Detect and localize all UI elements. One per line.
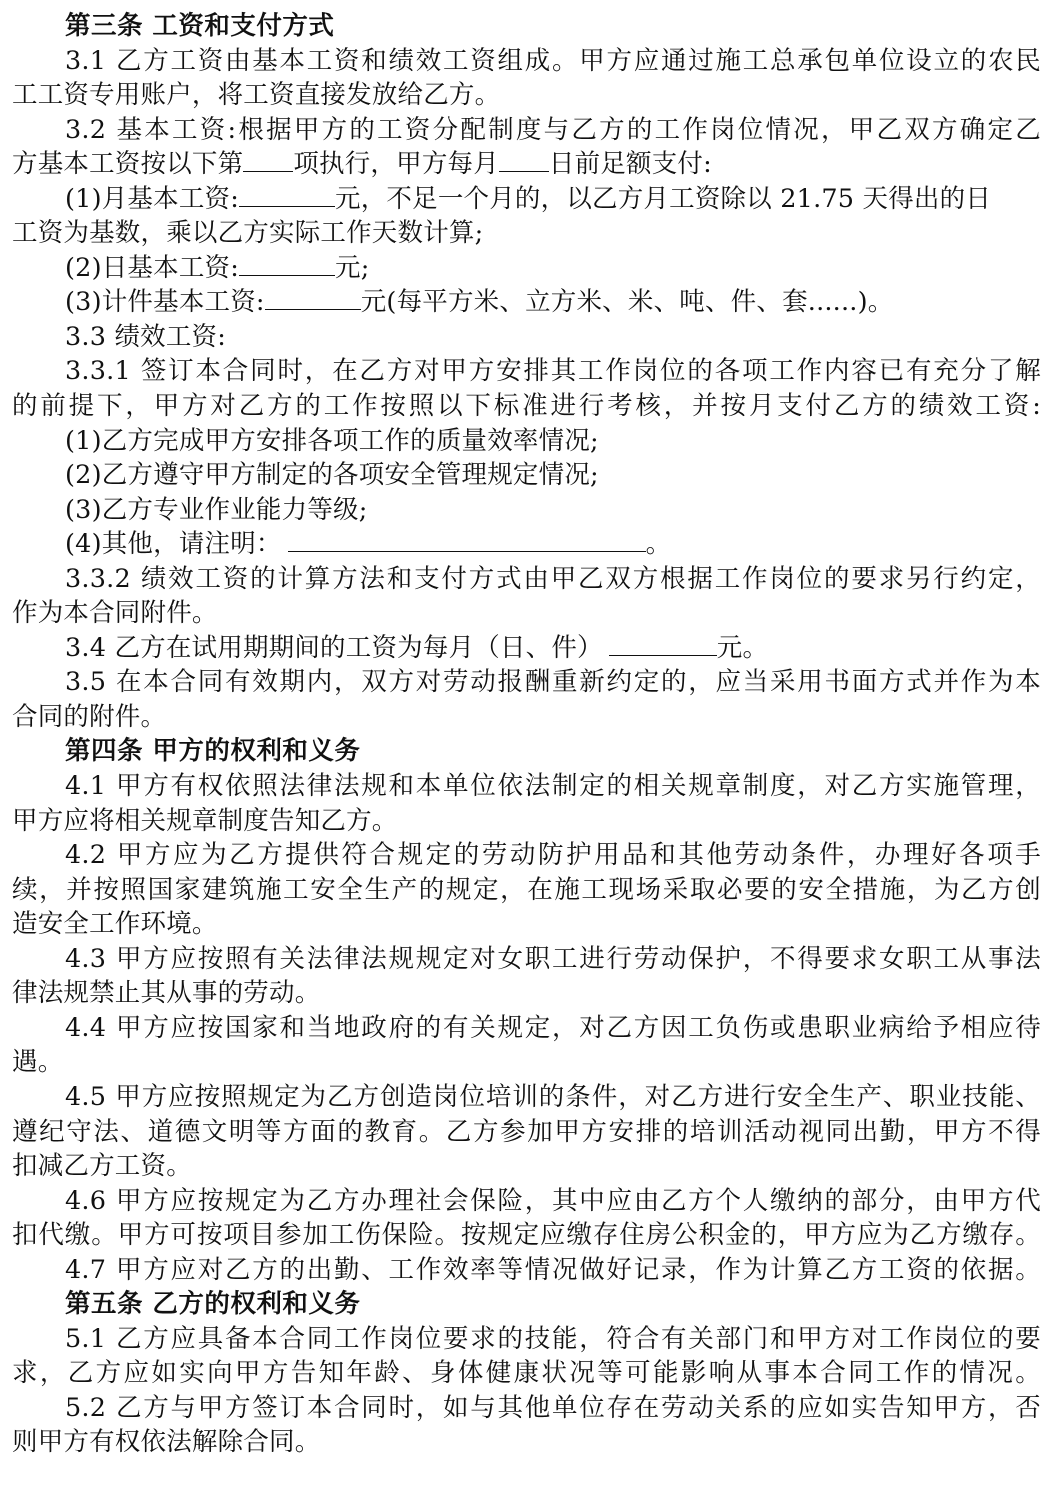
clause-4-4-line-2: 遇。 [12,1047,64,1078]
criteria-item-2: (2)乙方遵守甲方制定的各项安全管理规定情况; [65,460,599,491]
other-criteria-blank[interactable] [288,529,646,552]
clause-text: 元(每平方米、立方米、米、吨、件、套......)。 [360,287,894,318]
clause-4-6-line-1: 4.6 甲方应按规定为乙方办理社会保险，其中应由乙方个人缴纳的部分，由甲方代 [65,1185,1041,1216]
clause-3-3: 3.3 绩效工资: [65,321,227,352]
item-number-blank[interactable] [243,149,293,172]
monthly-wage-line-2: 工资为基数，乘以乙方实际工作天数计算; [12,218,484,249]
clause-4-1-line-1: 4.1 甲方有权依照法律法规和本单位依法制定的相关规章制度，对乙方实施管理， [65,771,1041,802]
clause-4-3-line-1: 4.3 甲方应按照有关法律法规规定对女职工进行劳动保护，不得要求女职工从事法 [65,943,1041,974]
piece-wage-blank[interactable] [265,287,361,310]
clause-3-1-line-2: 工工资专用账户，将工资直接发放给乙方。 [12,80,501,111]
clause-text: 项执行，甲方每月 [293,149,499,180]
clause-3-5-line-2: 合同的附件。 [12,701,167,732]
clause-5-2-line-2: 则甲方有权依法解除合同。 [12,1427,321,1458]
criteria-item-3: (3)乙方专业作业能力等级; [65,494,368,525]
clause-text: 方基本工资按以下第 [12,149,244,180]
clause-4-6-line-2: 扣代缴。甲方可按项目参加工伤保险。按规定应缴存住房公积金的，甲方应为乙方缴存。 [12,1220,1041,1251]
clause-4-2-line-1: 4.2 甲方应为乙方提供符合规定的劳动防护用品和其他劳动条件，办理好各项手 [65,840,1041,871]
clause-text: (3)计件基本工资: [65,287,265,318]
clause-3-2-line-2 [12,147,1041,182]
clause-text: (1)月基本工资: [65,183,240,214]
clause-text: 3.4 乙方在试用期期间的工资为每月（日、件） [65,632,603,663]
clause-3-3-1-line-2: 的前提下，甲方对乙方的工作按照以下标准进行考核，并按月支付乙方的绩效工资: [12,391,1041,422]
criteria-item-4 [12,527,1041,562]
clause-4-4-line-1: 4.4 甲方应按国家和当地政府的有关规定，对乙方因工负伤或患职业病给予相应待 [65,1012,1041,1043]
section-heading-article-5: 第五条 乙方的权利和义务 [65,1289,361,1320]
clause-text: 。 [645,529,672,560]
pay-day-blank[interactable] [499,149,549,172]
clause-5-1-line-1: 5.1 乙方应具备本合同工作岗位要求的技能，符合有关部门和甲方对工作岗位的要 [65,1323,1041,1354]
clause-3-4 [12,631,1041,666]
clause-4-1-line-2: 甲方应将相关规章制度告知乙方。 [12,805,398,836]
clause-5-2-line-1: 5.2 乙方与甲方签订本合同时，如与其他单位存在劳动关系的应如实告知甲方，否 [65,1392,1041,1423]
section-heading-article-3: 第三条 工资和支付方式 [65,11,335,41]
clause-4-2-line-2: 续，并按照国家建筑施工安全生产的规定，在施工现场采取必要的安全措施，为乙方创 [12,874,1041,905]
clause-3-5-line-1: 3.5 在本合同有效期内，双方对劳动报酬重新约定的，应当采用书面方式并作为本 [65,667,1041,698]
clause-3-1-line-1: 3.1 乙方工资由基本工资和绩效工资组成。甲方应通过施工总承包单位设立的农民 [65,45,1041,76]
daily-wage-line [12,251,1041,286]
clause-5-1-line-2: 求，乙方应如实向甲方告知年龄、身体健康状况等可能影响从事本合同工作的情况。 [12,1358,1041,1389]
criteria-item-1: (1)乙方完成甲方安排各项工作的质量效率情况; [65,425,599,456]
clause-4-5-line-1: 4.5 甲方应按照规定为乙方创造岗位培训的条件，对乙方进行安全生产、职业技能、 [65,1081,1041,1112]
clause-text: 日前足额支付: [548,149,712,180]
daily-wage-blank[interactable] [239,253,335,276]
section-heading-article-4: 第四条 甲方的权利和义务 [65,736,361,767]
clause-4-7: 4.7 甲方应对乙方的出勤、工作效率等情况做好记录，作为计算乙方工资的依据。 [65,1254,1041,1285]
clause-3-2-line-1: 3.2 基本工资:根据甲方的工资分配制度与乙方的工作岗位情况，甲乙双方确定乙 [65,114,1041,145]
clause-text: (4)其他，请注明： [65,529,282,560]
clause-text: (2)日基本工资: [65,252,240,283]
clause-3-3-1-line-1: 3.3.1 签订本合同时，在乙方对甲方安排其工作岗位的各项工作内容已有充分了解 [65,356,1041,387]
clause-4-3-line-2: 律法规禁止其从事的劳动。 [12,978,321,1009]
monthly-wage-blank[interactable] [239,184,335,207]
clause-4-2-line-3: 造安全工作环境。 [12,909,218,940]
clause-3-3-2-line-2: 作为本合同附件。 [12,598,218,629]
piece-wage-line [12,285,1041,320]
clause-text: 元。 [716,632,769,663]
clause-text: 元; [335,252,370,283]
monthly-wage-line-1 [12,182,1041,217]
clause-4-5-line-3: 扣减乙方工资。 [12,1151,192,1182]
clause-3-3-2-line-1: 3.3.2 绩效工资的计算方法和支付方式由甲乙双方根据工作岗位的要求另行约定， [65,563,1041,594]
probation-wage-blank[interactable] [609,633,717,656]
clause-text: 元，不足一个月的，以乙方月工资除以 21.75 天得出的日 [335,183,992,214]
clause-4-5-line-2: 遵纪守法、道德文明等方面的教育。乙方参加甲方安排的培训活动视同出勤，甲方不得 [12,1116,1041,1147]
